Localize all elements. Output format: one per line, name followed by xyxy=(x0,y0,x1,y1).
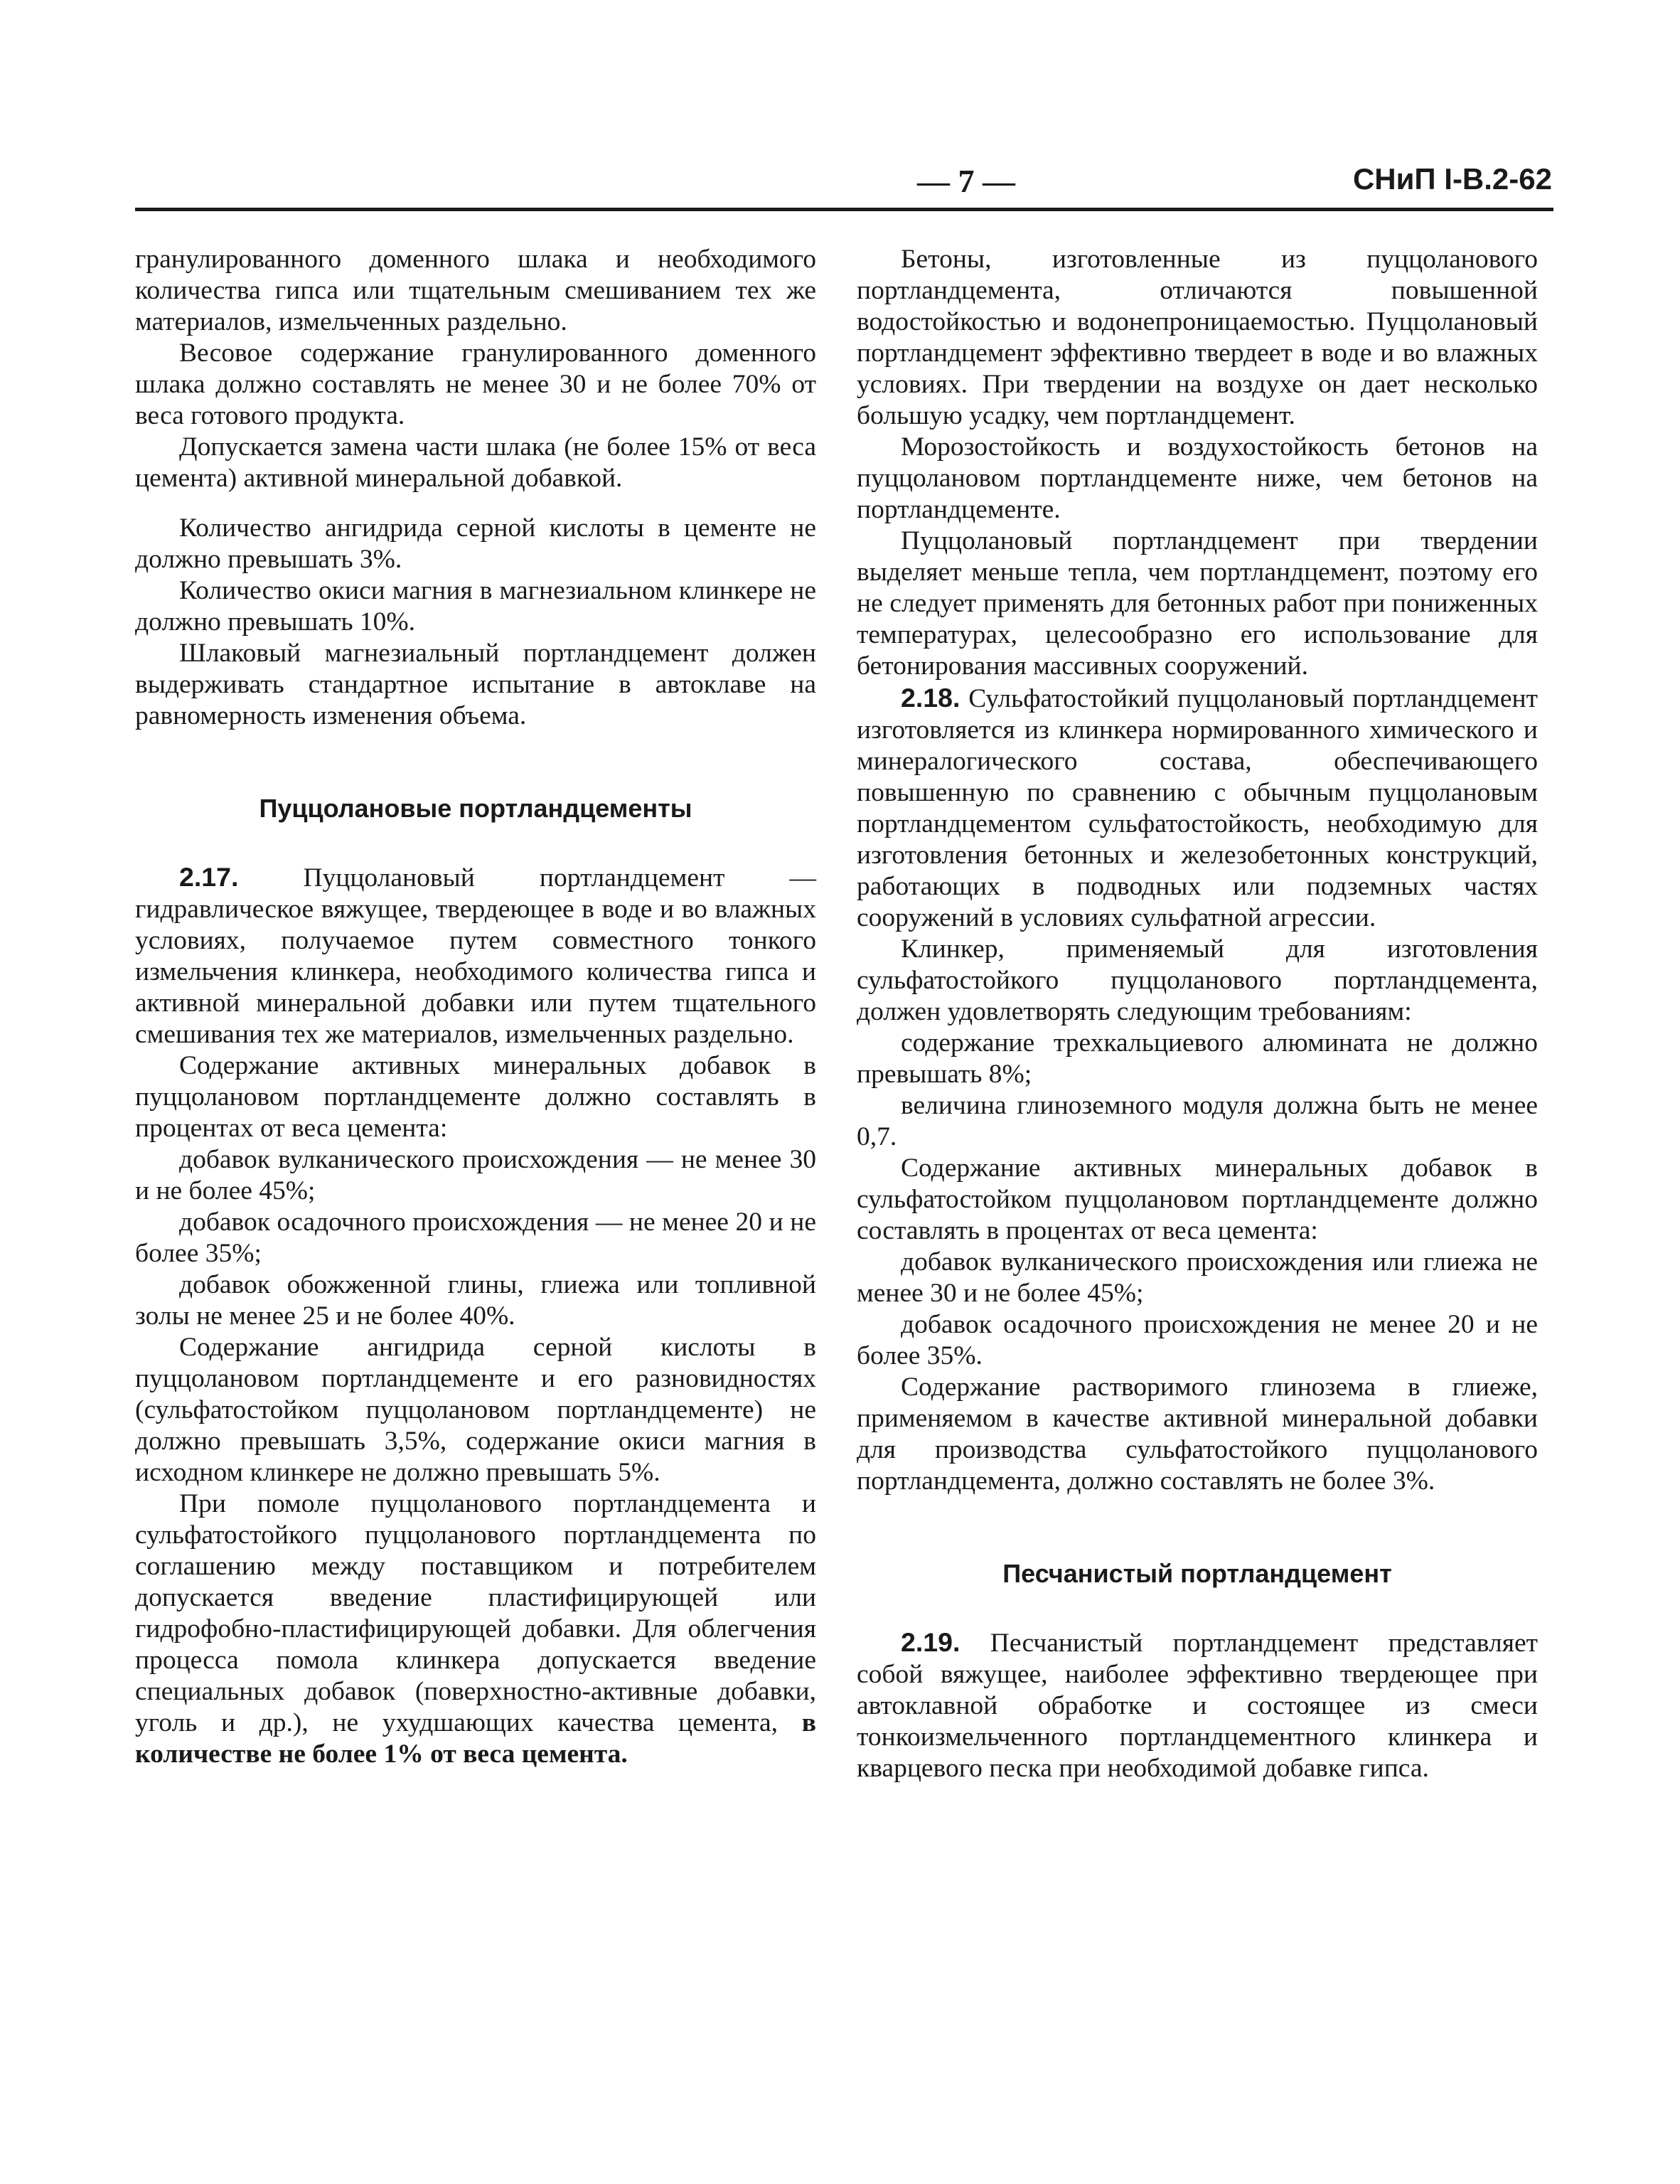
paragraph: Допускается замена части шлака (не более 15% от веса цемента) активной минеральной добавкой. xyxy=(135,432,816,493)
clause-text: Сульфатостойкий пуццолановый портландцемент изготовляется из клинкера нормированного химического и минералогического состава, обеспечивающего повышенную по сравнению с обычным пуццолановым портландцементом сульфатостойкость, необходимую для изготовления бетонных и железобетонных конструкций, работающих в подводных или подземных частях сооружений в условиях сульфатной агрессии. xyxy=(857,684,1538,932)
list-item: величина глиноземного модуля должна быть не менее 0,7. xyxy=(857,1091,1538,1151)
paragraph: Содержание растворимого глинозема в глиеже, применяемом в качестве активной минеральной добавки для производства сульфатостойкого пуццоланового портландцемента, должно составлять не более 3%. xyxy=(857,1373,1538,1496)
right-column xyxy=(857,244,1538,1784)
clause-number: 2.17. xyxy=(179,862,239,892)
paragraph-text-emphasis: в количестве не более 1% от веса цемента. xyxy=(135,1708,816,1769)
clause-number: 2.18. xyxy=(901,683,961,713)
paragraph: Клинкер, применяемый для изготовления сульфатостойкого пуццоланового портландцемента, должен удовлетворять следующим требованиям: xyxy=(857,934,1538,1026)
paragraph: Пуццолановый портландцемент при твердении выделяет меньше тепла, чем портландцемент, поэтому его не следует применять для бетонных работ при пониженных температурах, целесообразно его использование для бетонирования массивных сооружений. xyxy=(857,526,1538,681)
clause-2-17 xyxy=(135,861,816,1050)
clause-number: 2.19. xyxy=(901,1627,961,1657)
list-item: добавок обожженной глины, глиежа или топливной золы не менее 25 и не более 40%. xyxy=(135,1270,816,1331)
list-item: добавок вулканического происхождения или глиежа не менее 30 и не более 45%; xyxy=(857,1247,1538,1308)
list-item: добавок осадочного происхождения не менее 20 и не более 35%. xyxy=(857,1310,1538,1370)
page-header xyxy=(135,162,1552,202)
list-item: добавок осадочного происхождения — не менее 20 и не более 35%; xyxy=(135,1208,816,1268)
list-item: содержание трехкальциевого алюмината не должно превышать 8%; xyxy=(857,1028,1538,1089)
paragraph: Шлаковый магнезиальный портландцемент должен выдерживать стандартное испытание в автоклаве на равномерность изменения объема. xyxy=(135,639,816,730)
paragraph: Количество окиси магния в магнезиальном клинкере не должно превышать 10%. xyxy=(135,576,816,636)
left-column xyxy=(135,244,816,1770)
paragraph: Содержание активных минеральных добавок в пуццолановом портландцементе должно составлять в процентах от веса цемента: xyxy=(135,1051,816,1143)
paragraph-text: При помоле пуццоланового портландцемента и сульфатостойкого пуццоланового портландцемента по соглашению между поставщиком и потребителем допускается введение пластифицирующей или гидрофобно-пластифицирующей добавки. Для облегчения процесса помола клинкера допускается введение специальных добавок (поверхностно-активные добавки, уголь и др.), не ухудшающих качества цемента, xyxy=(135,1489,816,1737)
paragraph: Содержание активных минеральных добавок в сульфатостойком пуццолановом портландцементе должно составлять в процентах от веса цемента: xyxy=(857,1154,1538,1245)
paragraph: Содержание ангидрида серной кислоты в пуццолановом портландцементе и его разновидностях (сульфатостойком пуццолановом портландцементе) не должно превышать 3,5%, содержание окиси магния в исходном клинкере не должно превышать 5%. xyxy=(135,1333,816,1487)
section-heading-pozzolanic: Пуццолановые портландцементы xyxy=(259,794,692,823)
paragraph: Бетоны, изготовленные из пуццоланового портландцемента, отличаются повышенной водостойкостью и водонепроницаемостью. Пуццолановый портландцемент эффективно твердеет в воде и во влажных условиях. При твердении на воздухе он дает несколько большую усадку, чем портландцемент. xyxy=(857,245,1538,430)
paragraph: Количество ангидрида серной кислоты в цементе не должно превышать 3%. xyxy=(135,513,816,574)
paragraph: Весовое содержание гранулированного доменного шлака должно составлять не менее 30 и не более 70% от веса готового продукта. xyxy=(135,339,816,430)
paragraph: Морозостойкость и воздухостойкость бетонов на пуццолановом портландцементе ниже, чем бетонов на портландцементе. xyxy=(857,432,1538,524)
header-divider xyxy=(135,208,1553,211)
document-code: СНиП I-В.2-62 xyxy=(1352,162,1552,196)
list-item: добавок вулканического происхождения — не менее 30 и не более 45%; xyxy=(135,1145,816,1205)
clause-text: Песчанистый портландцемент представляет собой вяжущее, наиболее эффективно твердеющее при автоклавной обработке и состоящее из смеси тонкоизмельченного портландцементного клинкера и кварцевого песка при необходимой добавке гипса. xyxy=(857,1629,1538,1783)
page-number: — 7 — xyxy=(917,163,1015,199)
section-heading-sandy: Песчанистый портландцемент xyxy=(1002,1559,1392,1588)
clause-2-18 xyxy=(857,682,1538,934)
paragraph xyxy=(135,1488,816,1770)
paragraph: гранулированного доменного шлака и необходимого количества гипса или тщательным смешиванием тех же материалов, измельченных раздельно. xyxy=(135,245,816,336)
clause-2-19 xyxy=(857,1626,1538,1784)
clause-text: Пуццолановый портландцемент — гидравлическое вяжущее, твердеющее в воде и во влажных условиях, получаемое путем совместного тонкого измельчения клинкера, необходимого количества гипса и активной минеральной добавки или путем тщательного смешивания тех же материалов, измельченных раздельно. xyxy=(135,863,816,1049)
